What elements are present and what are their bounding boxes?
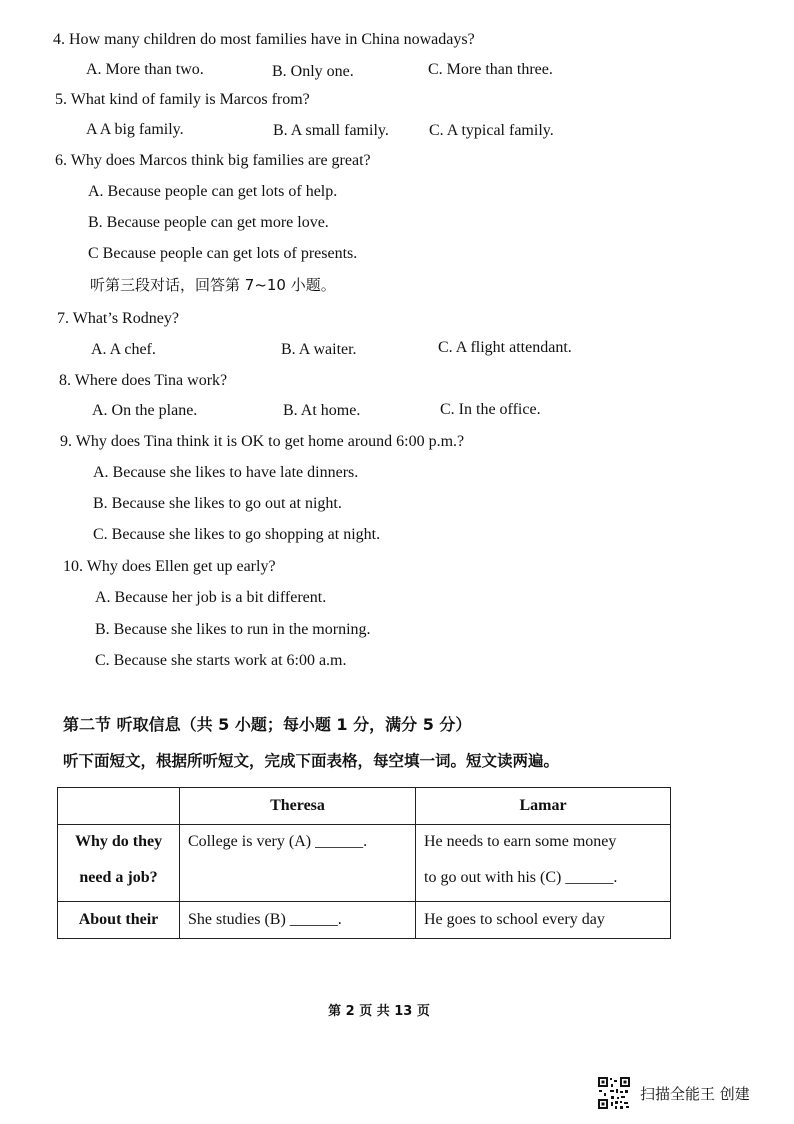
cell-theresa-about: She studies (B) ______. [180, 902, 416, 939]
table-header-row [58, 788, 671, 825]
option-10c: C. Because she starts work at 6:00 a.m. [95, 652, 347, 669]
question-text: Why does Marcos think big families are great? [70, 152, 371, 169]
cell-theresa-why [180, 825, 416, 902]
section2-instruction: 听下面短文，根据所听短文，完成下面表格，每空填一词。短文读两遍。 [63, 752, 560, 770]
scanner-label: 扫描全能王 创建 [640, 1085, 750, 1103]
question-text: What kind of family is Marcos from? [70, 91, 310, 108]
option-10a: A. Because her job is a bit different. [95, 589, 327, 606]
option-6a: A. Because people can get lots of help. [88, 183, 338, 200]
info-table [57, 787, 671, 939]
question-text: Why does Ellen get up early? [86, 558, 276, 575]
option-10b: B. Because she likes to run in the morning. [95, 621, 371, 638]
question-number: 9. [60, 433, 72, 450]
row-head-line: Why do they [74, 833, 163, 850]
option-8a: A. On the plane. [92, 402, 198, 419]
question-number: 10. [63, 558, 83, 575]
qr-code-icon [597, 1076, 631, 1110]
row-head-line: need a job? [79, 869, 158, 886]
question-number: 8. [59, 372, 71, 389]
question-6 [55, 151, 371, 171]
question-number: 7. [57, 310, 69, 327]
option-7b: B. A waiter. [281, 341, 357, 358]
page-footer: 第 2 页 共 13 页 [328, 1004, 430, 1019]
table-header-lamar: Lamar [416, 788, 671, 825]
question-text: Where does Tina work? [74, 372, 228, 389]
table-row [58, 902, 671, 939]
question-9 [60, 432, 464, 452]
cell-text: He needs to earn some money [424, 833, 617, 850]
option-4a: A. More than two. [86, 61, 204, 78]
option-4b: B. Only one. [272, 63, 354, 80]
option-5b: B. A small family. [273, 122, 389, 139]
table-header-empty [58, 788, 180, 825]
cell-text: to go out with his (C) ______. [424, 869, 618, 886]
question-number: 4. [53, 31, 65, 48]
option-7a: A. A chef. [91, 341, 156, 358]
section3-instruction: 听第三段对话，回答第 7~10 小题。 [90, 276, 336, 294]
cell-lamar-about: He goes to school every day [416, 902, 671, 939]
option-9c: C. Because she likes to go shopping at night. [93, 526, 381, 543]
option-5a: A A big family. [86, 121, 184, 138]
option-6c: C Because people can get lots of presents. [88, 245, 358, 262]
question-4 [53, 30, 475, 50]
question-7 [57, 309, 179, 329]
row-head-about: About their [58, 902, 180, 939]
question-number: 5. [55, 91, 67, 108]
option-9a: A. Because she likes to have late dinners. [93, 464, 359, 481]
question-8 [59, 371, 227, 391]
option-8b: B. At home. [283, 402, 361, 419]
option-4c: C. More than three. [428, 61, 553, 78]
cell-lamar-why [416, 825, 671, 902]
question-text: Why does Tina think it is OK to get home around 6:00 p.m.? [75, 433, 465, 450]
table-header-theresa: Theresa [180, 788, 416, 825]
table-row [58, 825, 671, 902]
option-9b: B. Because she likes to go out at night. [93, 495, 342, 512]
question-10 [63, 557, 276, 577]
row-head-why [58, 825, 180, 902]
option-7c: C. A flight attendant. [438, 339, 572, 356]
option-6b: B. Because people can get more love. [88, 214, 329, 231]
question-text: What’s Rodney? [72, 310, 179, 327]
cell-text: College is very (A) ______. [188, 833, 368, 850]
question-number: 6. [55, 152, 67, 169]
option-8c: C. In the office. [440, 401, 541, 418]
question-5 [55, 90, 310, 110]
option-5c: C. A typical family. [429, 122, 554, 139]
question-text: How many children do most families have in China nowadays? [69, 31, 475, 48]
section2-heading: 第二节 听取信息（共 5 小题；每小题 1 分，满分 5 分） [63, 715, 472, 734]
